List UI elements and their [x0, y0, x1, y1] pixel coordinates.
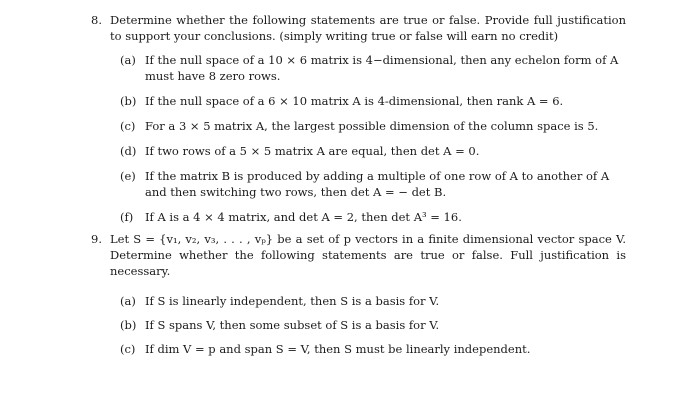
- item-label: (a): [120, 53, 136, 67]
- item-label: (e): [120, 169, 136, 183]
- problem-number: 9.: [91, 232, 102, 246]
- item-text: If S is linearly independent, then S is a basis for V.: [145, 294, 440, 308]
- problem-text: Let S = {v₁, v₂, v₃, . . . , vₚ} be a set of p vectors in a finite dimensional vector space V. Determine whether the following statements are true or false. Full justification is necessary.: [110, 232, 626, 278]
- item-text: If the null space of a 10 × 6 matrix is 4−dimensional, then any echelon form of A must have 8 zero rows.: [145, 53, 619, 83]
- item-text: If the matrix B is produced by adding a multiple of one row of A to another of A and then switching two rows, then det A = − det B.: [145, 169, 610, 199]
- item-text: If the null space of a 6 × 10 matrix A is 4-dimensional, then rank A = 6.: [145, 94, 564, 108]
- problem-9-items: [0, 293, 700, 357]
- item-label: (f): [120, 210, 134, 224]
- problem-8-item-e: [0, 168, 700, 200]
- problem-number: 8.: [91, 13, 102, 27]
- problem-9-statement: [0, 231, 700, 279]
- problem-8-item-d: [0, 143, 700, 159]
- item-label: (a): [120, 294, 136, 308]
- problem-8: [0, 12, 700, 234]
- problem-9-item-a: [0, 293, 700, 309]
- item-text: If two rows of a 5 × 5 matrix A are equal, then det A = 0.: [145, 144, 480, 158]
- problem-text: Determine whether the following statements are true or false. Provide full justification to support your conclusions. (simply writing true or false will earn no credit): [110, 13, 626, 43]
- item-label: (d): [120, 144, 137, 158]
- problem-9: [0, 231, 700, 365]
- item-label: (b): [120, 94, 137, 108]
- item-label: (b): [120, 318, 137, 332]
- item-text: If dim V = p and span S = V, then S must be linearly independent.: [145, 342, 531, 356]
- problem-8-items: [0, 52, 700, 225]
- problem-9-item-b: [0, 317, 700, 333]
- problem-8-statement: [0, 12, 700, 44]
- item-text: If S spans V, then some subset of S is a basis for V.: [145, 318, 440, 332]
- problem-8-item-f: [0, 209, 700, 225]
- item-label: (c): [120, 342, 136, 356]
- item-label: (c): [120, 119, 136, 133]
- problem-8-item-b: [0, 93, 700, 109]
- problem-8-item-c: [0, 118, 700, 134]
- item-text: For a 3 × 5 matrix A, the largest possible dimension of the column space is 5.: [145, 119, 599, 133]
- problem-8-item-a: [0, 52, 700, 84]
- problem-9-item-c: [0, 341, 700, 357]
- item-text: If A is a 4 × 4 matrix, and det A = 2, then det A³ = 16.: [145, 210, 462, 224]
